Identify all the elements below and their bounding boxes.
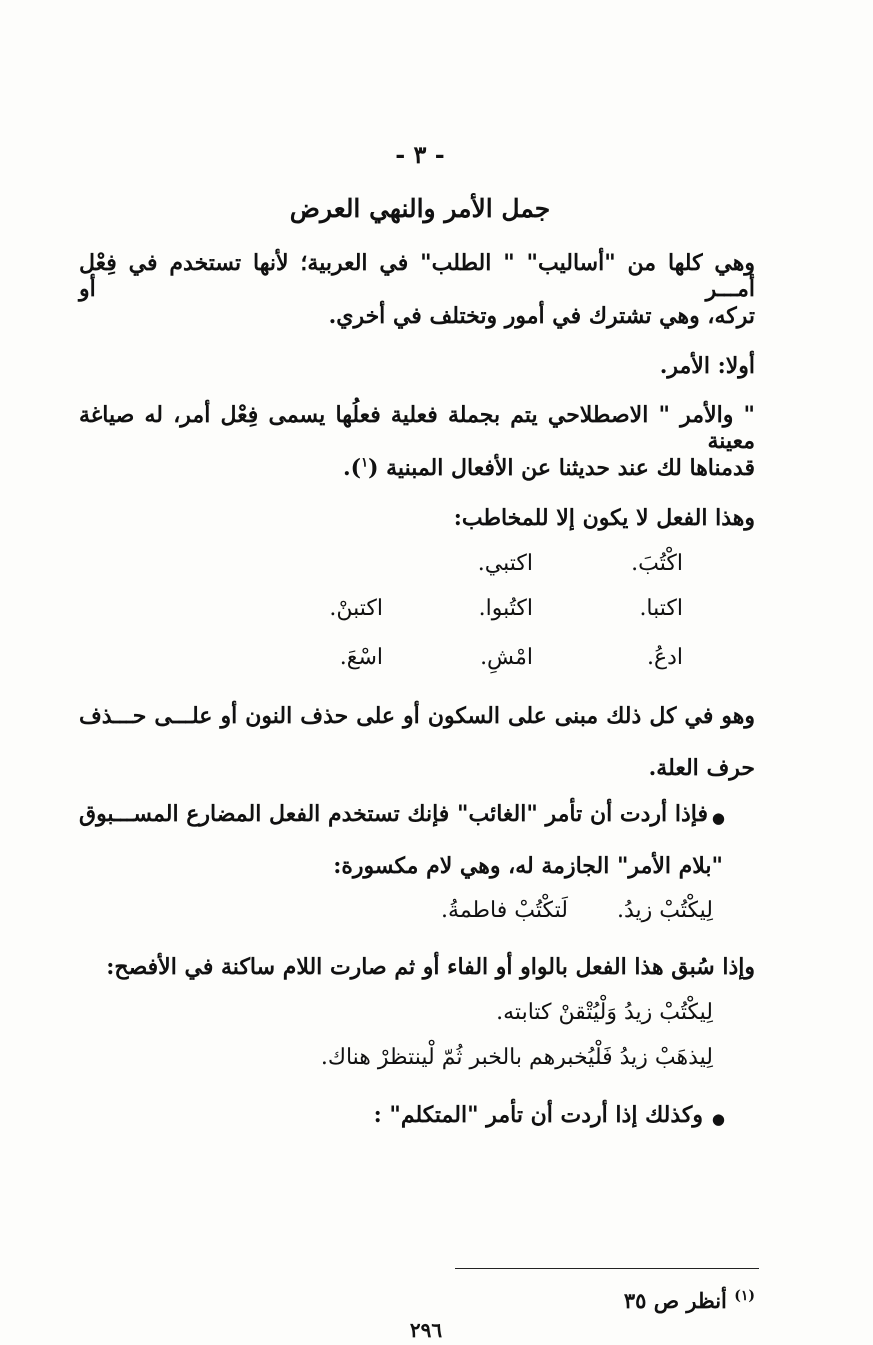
example-r3-c3: اسْعَ. (339, 645, 383, 670)
page-marker: - ٣ - (395, 140, 445, 169)
bullet-icon: ● (711, 1110, 725, 1128)
example-r1-c2: اكتبي. (477, 551, 533, 576)
preceded-example-1: لِيكْتُبْ زيدُ وَلْيُتْقنْ كتابته. (496, 1000, 713, 1025)
example-r2-c3: اكتبنْ. (329, 596, 383, 621)
page-number: ٢٩٦ (409, 1318, 443, 1342)
footnote (624, 1288, 755, 1313)
example-r2-c2: اكتُبوا. (478, 596, 533, 621)
chapter-heading: جمل الأمر والنهي العرض (289, 194, 551, 223)
built-on-line-2: حرف العلة. (648, 755, 755, 781)
example-r3-c1: ادعُ. (646, 645, 683, 670)
footnote-text: أنظر ص ٣٥ (623, 1288, 727, 1313)
example-r2-c1: اكتبا. (639, 596, 683, 621)
definition-line-1: " والأمر " الاصطلاحي يتم بجملة فعلية فعلُها يسمى فِعْل أمر، له صياغة معينة (79, 402, 755, 454)
bullet1-example-1: لِيكْتُبْ زيدُ. (616, 898, 713, 923)
definition-line-2 (343, 455, 755, 481)
intro-line-2: تركه، وهي تشترك في أمور وتختلف في أخري. (328, 303, 755, 329)
bullet2-line: وكذلك إذا أردت أن تأمر "المتكلم" : (373, 1102, 703, 1128)
definition-line-2-text: قدمناها لك عند حديثنا عن الأفعال المبنية ( (368, 455, 755, 481)
bullet-icon: ● (711, 809, 725, 827)
definition-line-2-end: ). (343, 455, 362, 481)
example-r3-c2: امْشِ. (480, 645, 533, 670)
bullet1-line-2: "بلام الأمر" الجازمة له، وهي لام مكسورة: (333, 853, 723, 879)
bullet1-line-1: فإذا أردت أن تأمر "الغائب" فإنك تستخدم الفعل المضارع المســـبوق (79, 801, 708, 827)
footnote-divider (455, 1268, 759, 1269)
footnote-ref: ١ (361, 455, 369, 471)
addressee-line: وهذا الفعل لا يكون إلا للمخاطب: (453, 505, 755, 531)
section-title: أولا: الأمر. (659, 353, 755, 379)
footnote-marker: (١) (734, 1288, 755, 1304)
built-on-line-1: وهو في كل ذلك مبنى على السكون أو على حذف النون أو علـــى حـــذف (79, 703, 755, 729)
example-r1-c1: اكْتُبَ. (631, 551, 683, 576)
preceded-line: وإذا سُبق هذا الفعل بالواو أو الفاء أو ثم صارت اللام ساكنة في الأفصح: (106, 954, 755, 980)
intro-line-1: وهي كلها من "أساليب" " الطلب" في العربية؛ لأنها تستخدم في فِعْل أمـــر أو (79, 250, 755, 302)
preceded-example-2: لِيذهَبْ زيدُ فَلْيُخبرهم بالخبر ثُمّ لْينتظرْ هناك. (320, 1045, 713, 1070)
bullet1-example-2: لَتكْتُبْ فاطمةُ. (441, 898, 568, 923)
